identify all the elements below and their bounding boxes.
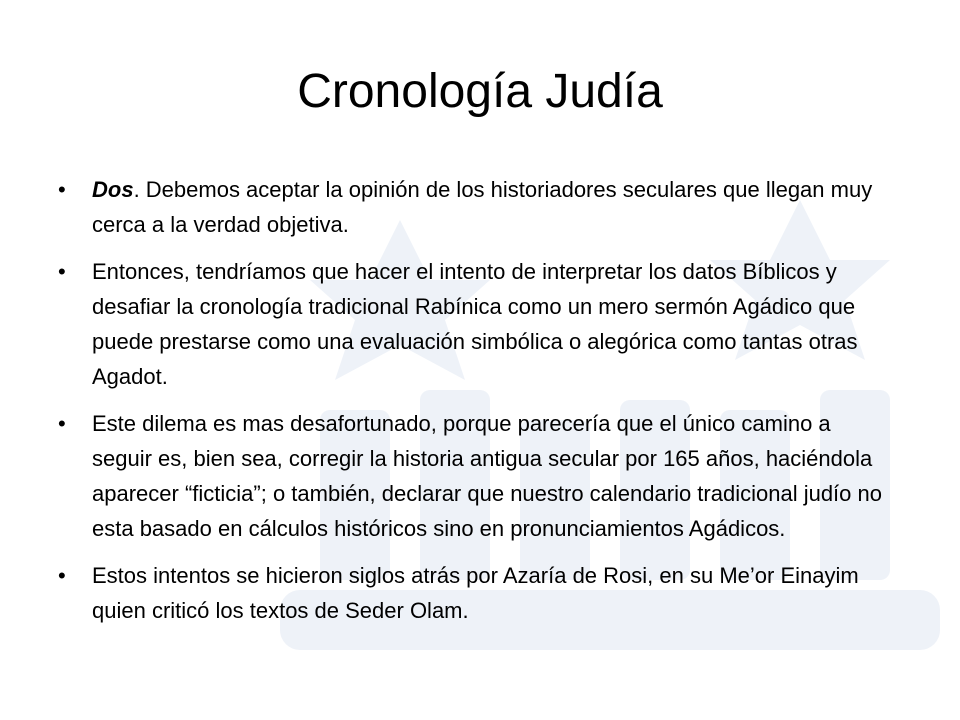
bullet-text: Entonces, tendríamos que hacer el intento de interpretar los datos Bíblicos y desafiar la cronología tradicional Rabínica como un mero sermón Agádico que puede prestarse como una evaluación simbólica o alegórica como tantas otras Agadot.: [92, 259, 858, 389]
bullet-item: [58, 406, 888, 546]
bullet-item: [58, 172, 888, 242]
bullet-text: Este dilema es mas desafortunado, porque parecería que el único camino a seguir es, bien sea, corregir la historia antigua secular por 165 años, haciéndola aparecer “ficticia”; o también, declarar que nuestro calendario tradicional judío no esta basado en cálculos históricos sino en pronunciamientos Agádicos.: [92, 411, 882, 541]
bullet-lead: Dos: [92, 177, 134, 202]
slide-title: Cronología Judía: [297, 65, 663, 118]
bullet-text: . Debemos aceptar la opinión de los historiadores seculares que llegan muy cerca a la verdad objetiva.: [92, 177, 873, 237]
bullet-item: [58, 254, 888, 394]
bullet-list: [58, 172, 888, 640]
bullet-item: [58, 558, 888, 628]
bullet-text: Estos intentos se hicieron siglos atrás por Azaría de Rosi, en su Me’or Einayim quien criticó los textos de Seder Olam.: [92, 563, 859, 623]
